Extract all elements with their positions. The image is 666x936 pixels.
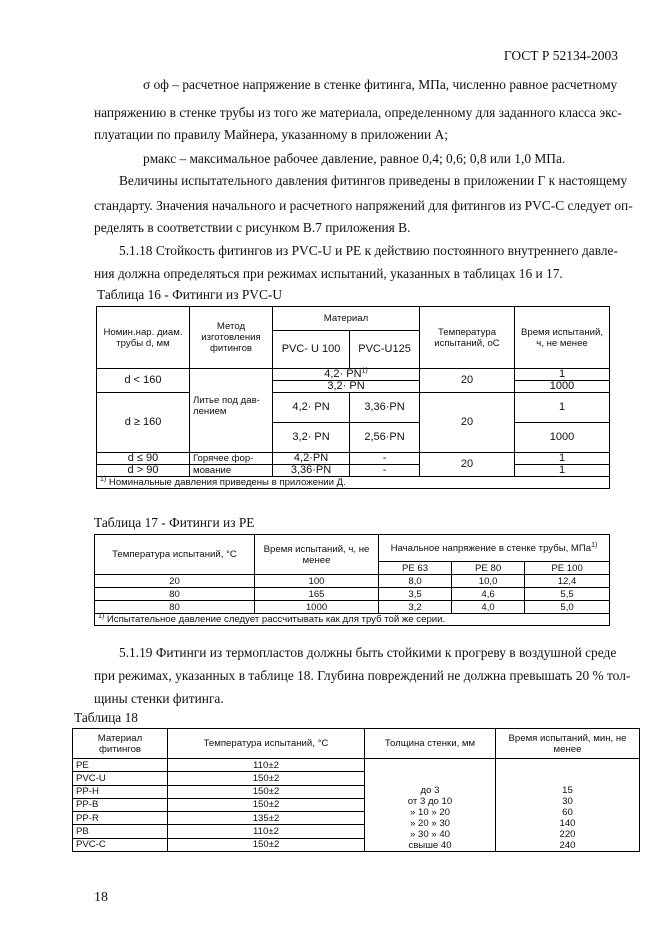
t17-cell: 20 [95, 575, 255, 588]
t16-time-1: 1 [515, 393, 610, 423]
t16-temp-20: 20 [420, 393, 515, 453]
table17 [94, 534, 610, 626]
t18-time: 140 [559, 818, 576, 829]
body-line: ределять в соответствии с рисунком В.7 приложения В. [94, 220, 411, 235]
table16-caption: Таблица 16 - Фитинги из PVC-U [97, 287, 283, 302]
t17-head-pe80: PE 80 [452, 562, 525, 575]
t17-head-pe63: PE 63 [379, 562, 452, 575]
t16-head-material: Материал [273, 307, 420, 331]
t17-cell: 3,2 [379, 601, 452, 614]
t18-wall: » 20 » 30 [409, 818, 450, 829]
table-row [73, 759, 640, 772]
table18 [72, 728, 640, 852]
t16-temp-20: 20 [420, 453, 515, 477]
t16-time-1000: 1000 [515, 381, 610, 393]
t17-cell: 8,0 [379, 575, 452, 588]
t18-time-cell [496, 759, 640, 852]
t17-cell: 12,4 [525, 575, 610, 588]
t18-head-wall: Толщина стенки, мм [365, 729, 496, 759]
t16-dash: - [350, 453, 420, 465]
t18-material: PP-B [73, 798, 168, 811]
t18-wall: » 30 » 40 [409, 829, 450, 840]
t17-footnote: Испытательное давление следует рассчитывать как для труб той же серии. [106, 614, 446, 625]
page-number: 18 [94, 890, 108, 905]
table17-caption: Таблица 17 - Фитинги из PE [94, 515, 255, 530]
t17-head-stress: Начальное напряжение в стенке трубы, МПа [390, 542, 592, 554]
t17-cell: 165 [255, 588, 379, 601]
t17-cell: 4,0 [452, 601, 525, 614]
t16-p336b: 3,36·PN [273, 465, 350, 477]
t16-head-pvc-u125: PVC-U125 [350, 331, 420, 369]
t16-pressure-cell [273, 369, 420, 381]
t16-head-temperature: Температура испытаний, оС [420, 307, 515, 369]
t18-material: PE [73, 759, 168, 772]
t18-head-temperature: Температура испытаний, °C [168, 729, 365, 759]
body-line: плуатации по правилу Майнера, указанному в приложении А; [94, 127, 448, 142]
t16-p336: 3,36·PN [350, 393, 420, 423]
footnote-mark: 1) [100, 475, 107, 483]
t16-time-1: 1 [515, 453, 610, 465]
t17-cell: 4,6 [452, 588, 525, 601]
t17-head-stress-cell [379, 535, 610, 562]
t18-time: 220 [559, 829, 576, 840]
t18-wall-cell [365, 759, 496, 852]
table-row [95, 588, 610, 601]
t18-temperature: 110±2 [168, 759, 365, 772]
body-line: ния должна определяться при режимах испытаний, указанных в таблицах 16 и 17. [94, 266, 563, 281]
t16-head-method: Метод изготовления фитингов [190, 307, 273, 369]
t16-head-time: Время испытаний, ч, не менее [515, 307, 610, 369]
t17-footnote-row [95, 614, 610, 626]
t18-head-material: Материал фитингов [73, 729, 168, 759]
document-id: ГОСТ Р 52134-2003 [503, 48, 618, 63]
body-line: щины стенки фитинга. [94, 691, 224, 706]
t16-footnote: Номинальные давления приведены в приложении Д. [108, 477, 346, 488]
t18-material: PP-H [73, 785, 168, 798]
table-row [95, 601, 610, 614]
t17-cell: 100 [255, 575, 379, 588]
t16-d-le-90: d ≤ 90 [97, 453, 190, 465]
t16-p42c: 4,2·PN [273, 453, 350, 465]
t18-temperature: 150±2 [168, 785, 365, 798]
footnote-mark: 1) [98, 612, 105, 620]
body-line: при режимах, указанных в таблице 18. Глубина повреждений не должна превышать 20 % тол- [94, 668, 631, 683]
t16-d-ge-160: d ≥ 160 [97, 393, 190, 453]
t18-time: 240 [559, 840, 576, 851]
t17-head-time: Время испытаний, ч, не менее [255, 535, 379, 575]
t17-cell: 5,0 [525, 601, 610, 614]
body-line: 5.1.19 Фитинги из термопластов должны быть стойкими к прогреву в воздушной среде [119, 645, 617, 660]
t17-cell: 80 [95, 588, 255, 601]
t16-p42: 4,2· PN [324, 368, 362, 380]
t18-time: 30 [562, 796, 573, 807]
t16-footnote-row [97, 477, 610, 489]
t16-method-hot: Горячее фор- [190, 453, 273, 465]
t16-method-hot-2: мование [190, 465, 273, 477]
t16-d-gt-90: d > 90 [97, 465, 190, 477]
t18-material: PVC-C [73, 838, 168, 851]
t16-temp-20: 20 [420, 369, 515, 393]
t16-time-1: 1 [515, 465, 610, 477]
t16-time-1: 1 [515, 369, 610, 381]
t18-wall: свыше 40 [408, 840, 452, 851]
body-line: σ оф – расчетное напряжение в стенке фитинга, МПа, численно равное расчетному [143, 77, 618, 92]
t16-method-casting: Литье под дав- лением [190, 393, 273, 453]
t16-time-1000: 1000 [515, 423, 610, 453]
t16-head-diameter: Номин.нар. диам. трубы d, мм [97, 307, 190, 369]
t17-cell: 10,0 [452, 575, 525, 588]
t18-temperature: 150±2 [168, 772, 365, 785]
table16 [96, 306, 610, 489]
t16-p32b: 3,2· PN [273, 423, 350, 453]
body-line: напряжению в стенке трубы из того же материала, определенному для заданного класса экс- [94, 105, 622, 120]
t18-wall: до 3 [420, 785, 440, 796]
body-line: Величины испытательного давления фитингов приведены в приложении Г к настоящему [119, 173, 628, 188]
footnote-mark: 1) [361, 367, 368, 375]
t17-cell: 3,5 [379, 588, 452, 601]
t16-d-lt-160: d < 160 [97, 369, 190, 393]
t17-cell: 5,5 [525, 588, 610, 601]
t18-temperature: 150±2 [168, 798, 365, 811]
t18-time: 60 [562, 807, 573, 818]
t18-temperature: 135±2 [168, 812, 365, 825]
t16-head-pvc-u100: PVC- U 100 [273, 331, 350, 369]
t18-temperature: 110±2 [168, 825, 365, 838]
t18-material: PP-R [73, 812, 168, 825]
t17-head-temperature: Температура испытаний, °C [95, 535, 255, 575]
t16-p42b: 4,2· PN [273, 393, 350, 423]
t17-cell: 1000 [255, 601, 379, 614]
table-row [95, 575, 610, 588]
body-line: pмакс – максимальное рабочее давление, равное 0,4; 0,6; 0,8 или 1,0 МПа. [143, 151, 566, 166]
t18-time: 15 [562, 785, 573, 796]
t16-empty-cell [190, 369, 273, 393]
t16-p256: 2,56·PN [350, 423, 420, 453]
body-line: 5.1.18 Стойкость фитингов из PVC-U и PE к действию постоянного внутреннего давле- [119, 243, 618, 258]
t17-head-pe100: PE 100 [525, 562, 610, 575]
t16-p32: 3,2· PN [273, 381, 420, 393]
footnote-mark: 1) [591, 541, 598, 549]
t17-cell: 80 [95, 601, 255, 614]
t18-head-time: Время испытаний, мин, не менее [496, 729, 640, 759]
t18-wall: » 10 » 20 [409, 807, 450, 818]
table18-caption: Таблица 18 [74, 710, 138, 725]
t18-material: PB [73, 825, 168, 838]
t18-wall: от 3 до 10 [407, 796, 453, 807]
t18-material: PVC-U [73, 772, 168, 785]
body-line: стандарту. Значения начального и расчетного напряжений для фитингов из PVC-C следует оп- [94, 198, 633, 213]
t18-temperature: 150±2 [168, 838, 365, 851]
t16-dash: - [350, 465, 420, 477]
